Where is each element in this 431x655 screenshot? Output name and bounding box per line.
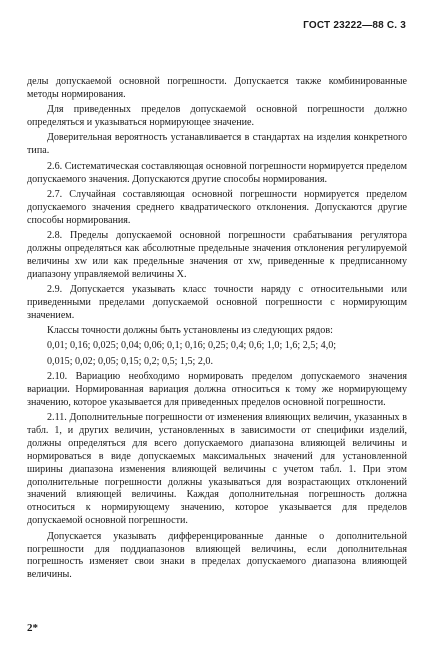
clause-2-6: 2.6. Систематическая составляющая основной погрешности нормируется пределом допускаемого значения. Допускаются другие способы нормирования. <box>27 160 407 185</box>
clause-2-7: 2.7. Случайная составляющая основной погрешности нормируется пределом допускаемого значения среднего квадратического отклонения. Допускаются другие способы нормирования. <box>27 188 407 226</box>
paragraph: Допускается указывать дифференцированные данные о дополнительной погрешности для поддиапазонов влияющей величины, если дополнительная погрешность изменяет свои знаки в пределах допускаемого диапазона влияющей величины. <box>27 530 407 581</box>
clause-2-8: 2.8. Пределы допускаемой основной погрешности срабатывания регулятора должны определяться как абсолютные предельные значения отклонения регулируемой величины xw или как предельные значения от xw, приведенные к предписанному диапазону управляемой величины X. <box>27 229 407 280</box>
accuracy-class-row-2: 0,015; 0,02; 0,05; 0,15; 0,2; 0,5; 1,5; 2,0. <box>47 355 213 367</box>
clause-2-10: 2.10. Вариацию необходимо нормировать пределом допускаемого значения вариации. Нормированная вариация должна относиться к тому же нормирующему значению, которое указывается для приведенных пределов основной погрешности. <box>27 370 407 408</box>
clause-2-11: 2.11. Дополнительные погрешности от изменения влияющих величин, указанных в табл. 1, и других величин, установленных в зависимости от специфики изделий, должны определяться для всего допускаемого диапазона влияющей величины и нормироваться в виде допускаемых максимальных значений для установленной ширины диапазона изменения влияющей величины с учетом табл. 1. При этом дополнительные погрешности должны указываться для возрастающих отклонений значений влияющей величины. Каждая дополнительная погрешность должна относиться к нормирующему значению, которое указывается для пределов допускаемой основной погрешности. <box>27 412 407 527</box>
running-header: ГОСТ 23222—88 С. 3 <box>303 20 406 31</box>
paragraph: Доверительная вероятность устанавливается в стандартах на изделия конкретного типа. <box>27 132 407 157</box>
paragraph: Классы точности должны быть установлены из следующих рядов: <box>47 325 333 337</box>
paragraph: Для приведенных пределов допускаемой основной погрешности должно определяться и указываться нормирующее значение. <box>27 104 407 129</box>
signature-mark: 2* <box>27 622 38 634</box>
clause-2-9: 2.9. Допускается указывать класс точности наряду с относительными или приведенными пределами допускаемой основной погрешности с нормирующим значением. <box>27 283 407 321</box>
body-text <box>27 76 407 585</box>
accuracy-class-row-1: 0,01; 0,16; 0,025; 0,04; 0,06; 0,1; 0,16; 0,25; 0,4; 0,6; 1,0; 1,6; 2,5; 4,0; <box>47 340 337 352</box>
paragraph-continuation: делы допускаемой основной погрешности. Допускается также комбинированные методы нормирования. <box>27 76 407 100</box>
